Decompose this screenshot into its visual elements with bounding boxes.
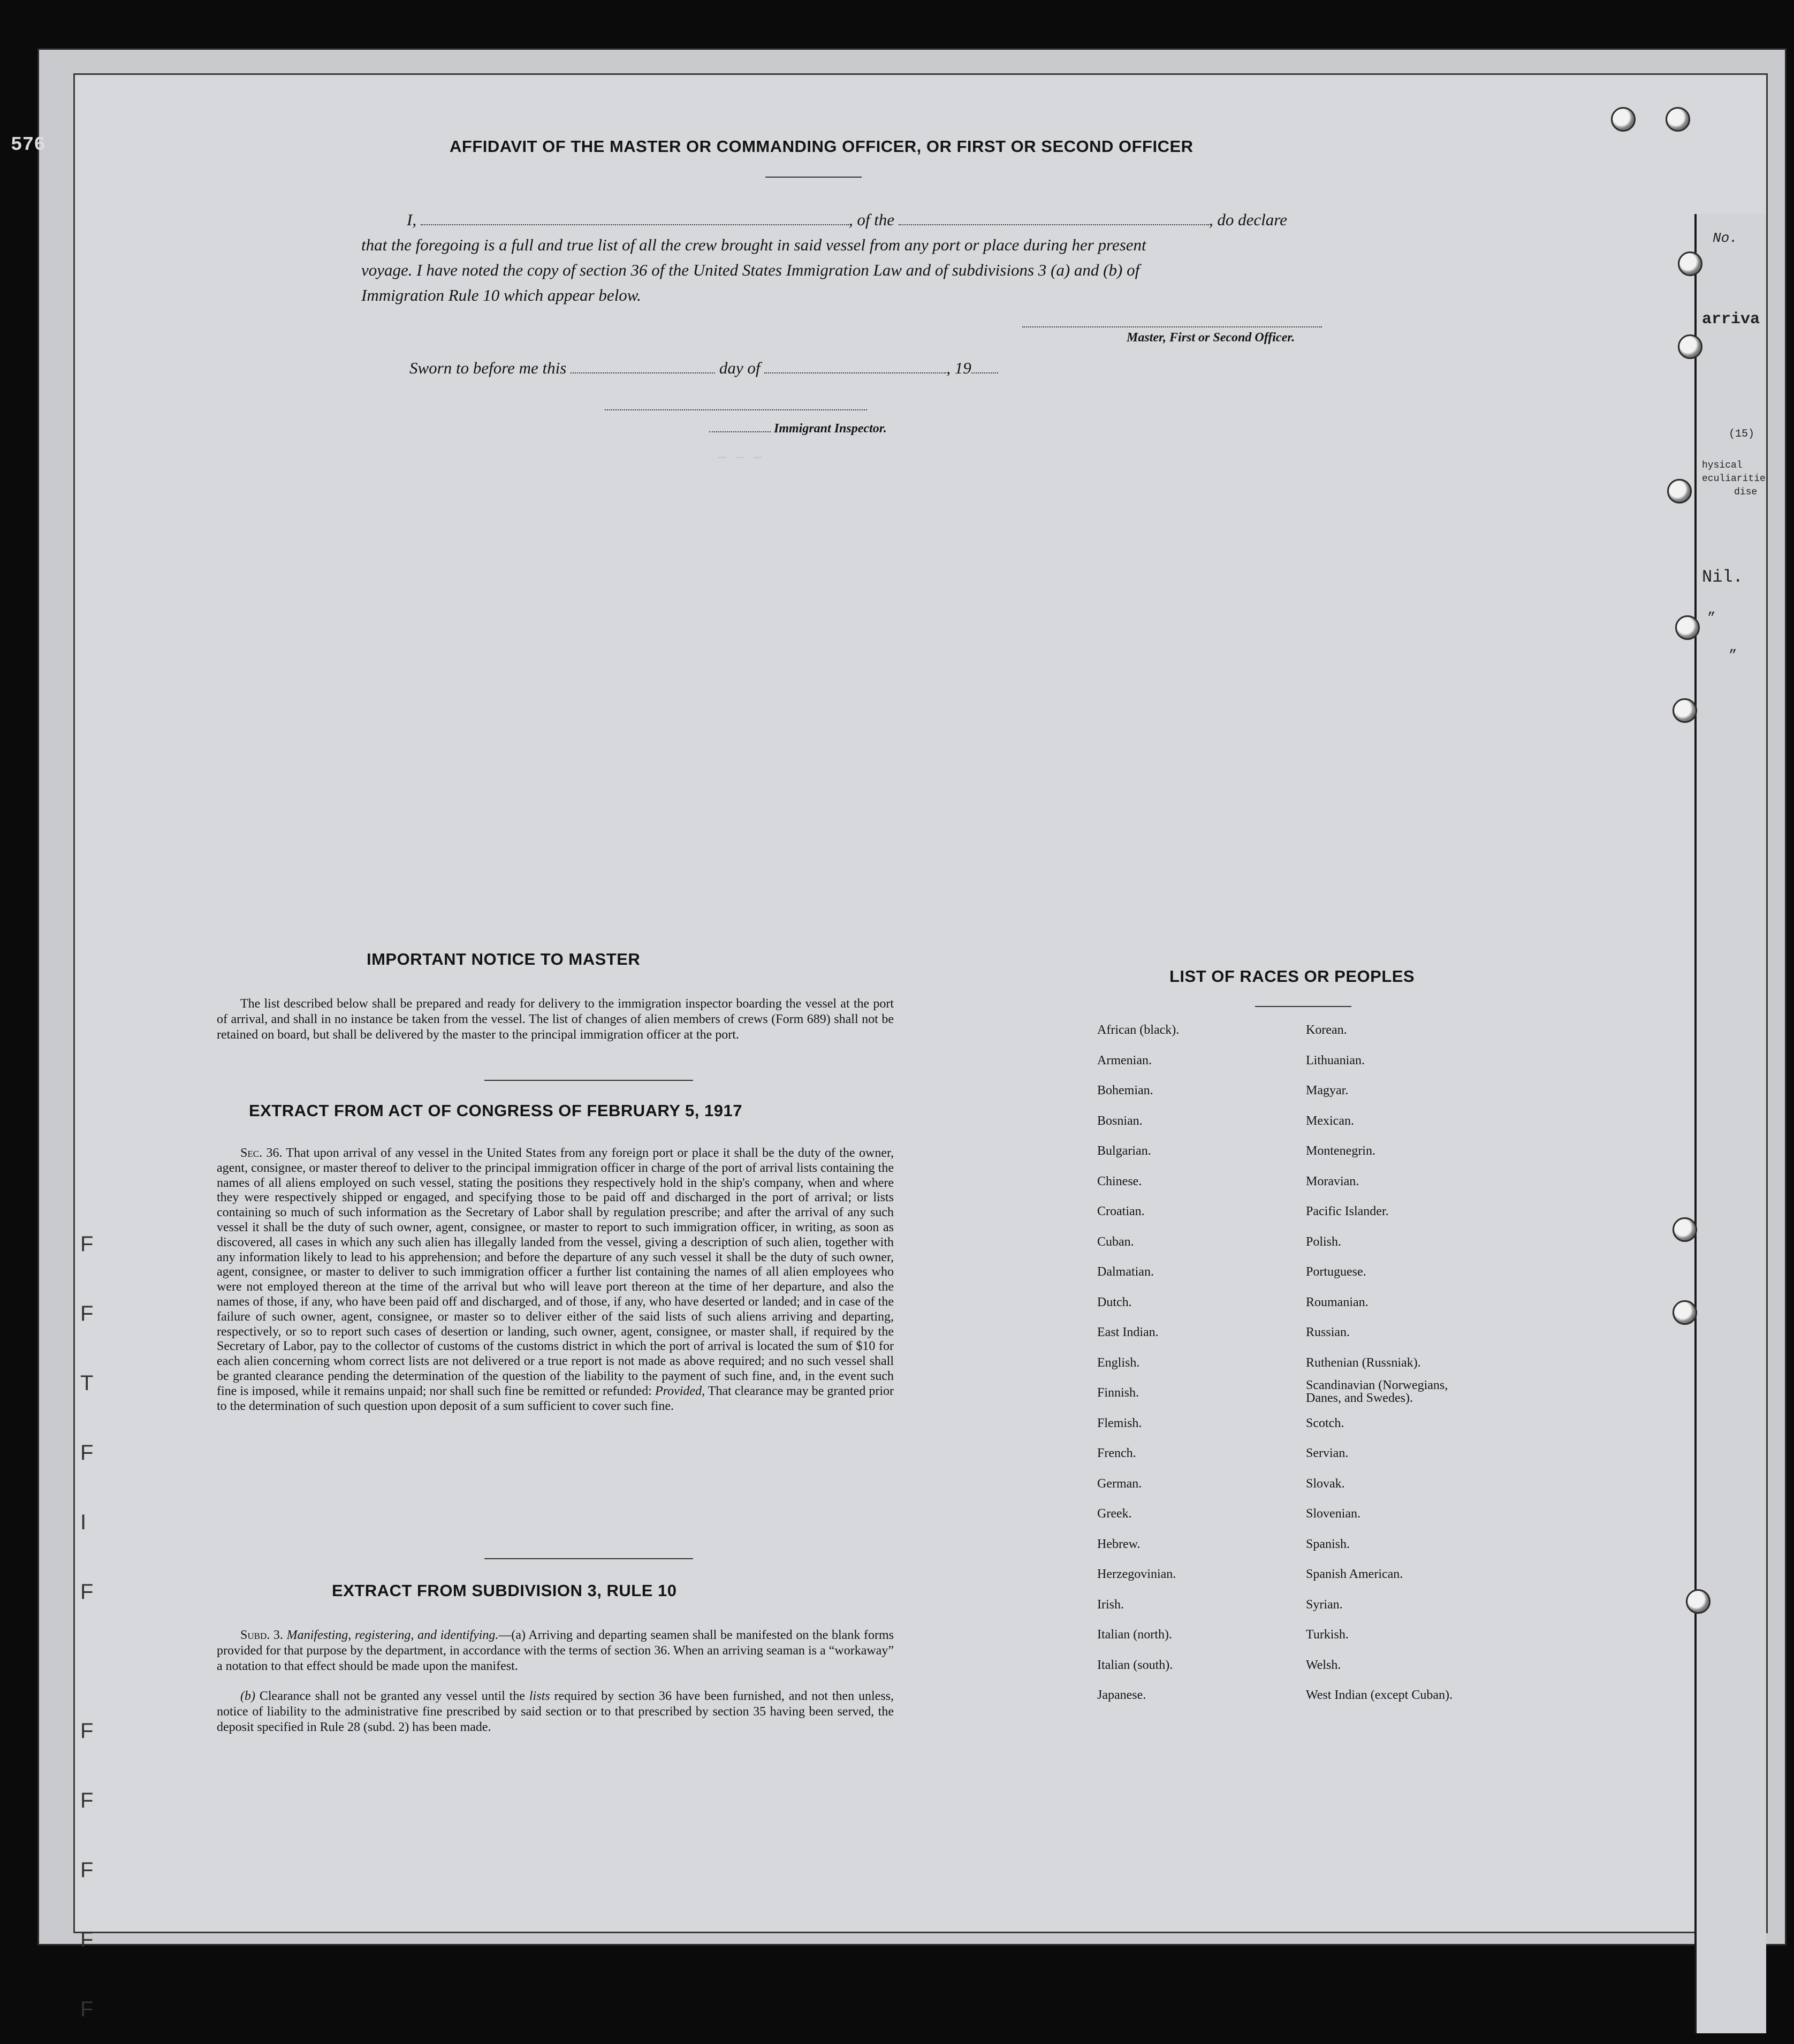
inspector-signature-line[interactable] (605, 409, 867, 410)
race-item: Servian. (1306, 1446, 1349, 1460)
vessel-name-field[interactable] (899, 213, 1209, 225)
race-item: Russian. (1306, 1325, 1350, 1339)
subd-para-a-text: —(a) Arriving and departing seamen shall be manifested on the blank forms provided for that purpose by the department, in accordance with the terms of section 36. When an arriving seaman is a “workaway” a notation to that effect should be made upon the manifest. (217, 1628, 894, 1673)
race-item: Cuban. (1097, 1234, 1134, 1249)
race-item: Magyar. (1306, 1084, 1349, 1097)
race-item: Bulgarian. (1097, 1144, 1151, 1158)
affidavit-line-4: Immigration Rule 10 which appear below. (361, 286, 641, 304)
punch-hole (1667, 479, 1692, 504)
races-left-column (1097, 1015, 1179, 1711)
document-page (75, 75, 1766, 2021)
page-number: 576 (11, 134, 45, 156)
master-signature-line[interactable] (1022, 326, 1322, 327)
margin-ditto-2: ” (1729, 647, 1737, 663)
race-item: Montenegrin. (1306, 1144, 1375, 1158)
race-item: Dutch. (1097, 1295, 1132, 1309)
margin-dis: dise (1734, 487, 1758, 498)
punch-hole (1611, 107, 1636, 132)
subd-b-pre: Clearance shall not be granted any vessel until the (259, 1689, 526, 1703)
margin-ditto-1: ” (1707, 610, 1716, 626)
subdivision-para-b (217, 1689, 894, 1735)
sworn-line (409, 359, 998, 378)
races-rule (1255, 1006, 1351, 1007)
race-item: Slovenian. (1306, 1507, 1360, 1521)
title-rule (765, 177, 862, 178)
race-item: Korean. (1306, 1023, 1347, 1037)
subdivision-heading: EXTRACT FROM SUBDIVISION 3, RULE 10 (332, 1581, 677, 1600)
bleed-through: — — — (717, 449, 763, 466)
race-item: English. (1097, 1355, 1140, 1370)
race-item: Japanese. (1097, 1688, 1146, 1702)
subd-b-label: (b) (240, 1689, 255, 1703)
affidavit-line-2: that the foregoing is a full and true list of all the crew brought in said vessel from any port or place during her present (361, 235, 1146, 254)
sworn-day-field[interactable] (571, 362, 715, 373)
race-item: East Indian. (1097, 1325, 1159, 1339)
margin-col-15: (15) (1729, 428, 1755, 440)
race-item: Scotch. (1306, 1416, 1344, 1430)
subd-label: Subd. 3. (240, 1628, 283, 1642)
race-item: Italian (north). (1097, 1628, 1172, 1642)
act-section-label: Sec. 36. (240, 1146, 283, 1160)
inspector-label-text: Immigrant Inspector. (774, 422, 887, 436)
race-item: Armenian. (1097, 1053, 1152, 1067)
act-text (217, 1146, 894, 1414)
subdivision-para-a (217, 1628, 894, 1674)
sworn-year-field[interactable] (971, 362, 998, 373)
affidavit-line-1 (407, 210, 1287, 230)
race-item: Spanish. (1306, 1537, 1350, 1551)
race-item: Portuguese. (1306, 1265, 1366, 1279)
punch-hole (1673, 698, 1697, 723)
race-item: Spanish American. (1306, 1567, 1403, 1581)
punch-hole (1666, 107, 1690, 132)
race-item: Croatian. (1097, 1204, 1145, 1218)
master-signature-label: Master, First or Second Officer. (1127, 331, 1295, 345)
of-the-text: , of the (848, 210, 895, 229)
do-declare-text: , do declare (1208, 210, 1287, 229)
act-section-body: That upon arrival of any vessel in the United States from any foreign port or place it shall be the duty of the owner, agent, consignee, or master thereof to deliver to the principal immigration officer in charge of the port of arrival lists containing the names of all aliens employed on such vessel, stating the positions they respectively hold in the ship's company, when and where they were respectively shipped or engaged, and specifying those to be paid off and discharged in the port of arrival; or lists containing so much of such information as the Secretary of Labor shall by regulation prescribe; and after the arrival of any such vessel it shall be the duty of such owner, agent, consignee, or master to report to such immigration officer, in writing, as soon as discovered, all cases in which any such alien has illegally landed from the vessel, giving a description of such alien, together with any information likely to lead to his apprehension; and before the departure of any such vessel it shall be the duty of such owner, agent, consignee, or master to deliver to such immigration officer a further list containing the names of all alien employees who were not employed thereon at the time of the arrival but who will leave port thereon at the time of her departure, and also the names of those, if any, who have been paid off and discharged, and of those, if any, who have deserted or landed; and in case of the failure of such owner, agent, consignee, or master so to deliver either of the said lists of such aliens arriving and departing, respectively, or so to report such cases of desertion or landing, such owner, agent, consignee, or master shall, if required by the Secretary of Labor, pay to the collector of customs of the customs district in which the port of arrival is located the sum of $10 for each alien concerning whom correct lists are not delivered or a true report is not made as above required; and no such vessel shall be granted clearance pending the determination of the question of the liability to the payment of such fine, and, in the event such fine is imposed, while it remains unpaid; nor shall such fine be remitted or refunded: (217, 1146, 894, 1398)
punch-hole (1673, 1217, 1697, 1242)
notice-text: The list described below shall be prepared and ready for delivery to the immigration inspector boarding the vessel at the port of arrival, and shall in no instance be taken from the vessel. The list of changes of alien members of crews (Form 689) shall not be retained on board, but shall be delivered by the master to the principal immigration officer at the port. (217, 997, 894, 1042)
race-item: Italian (south). (1097, 1658, 1173, 1672)
act-proviso-label: Provided, (655, 1384, 705, 1398)
race-item: Polish. (1306, 1234, 1342, 1249)
subd-title: Manifesting, registering, and identifying. (286, 1628, 499, 1642)
sworn-month-field[interactable] (764, 362, 946, 373)
affidavit-line-3: voyage. I have noted the copy of section 36 of the United States Immigration Law and of subdivisions 3 (a) and (b) of (361, 261, 1140, 279)
punch-hole (1673, 1300, 1697, 1325)
race-item: Syrian. (1306, 1597, 1343, 1612)
inspector-dots (709, 424, 771, 432)
act-rule (484, 1558, 693, 1559)
race-item: Mexican. (1306, 1113, 1354, 1128)
race-item: Dalmatian. (1097, 1265, 1154, 1279)
margin-physical: hysical (1702, 460, 1743, 471)
race-item: Scandinavian (Norwegians, Danes, and Swedes). (1306, 1378, 1448, 1405)
race-item: Turkish. (1306, 1628, 1349, 1642)
year-prefix: , 19 (946, 359, 971, 377)
race-item: Flemish. (1097, 1416, 1142, 1430)
margin-arrival: arriva (1702, 310, 1760, 329)
declarant-prefix: I, (407, 210, 417, 229)
subd-b-italic: lists (529, 1689, 550, 1703)
notice-heading: IMPORTANT NOTICE TO MASTER (367, 950, 641, 968)
margin-nil: Nil. (1702, 567, 1743, 587)
race-item: Hebrew. (1097, 1537, 1141, 1551)
punch-hole (1678, 251, 1702, 276)
act-heading: EXTRACT FROM ACT OF CONGRESS OF FEBRUARY 5, 1917 (249, 1101, 742, 1120)
inspector-signature-label (709, 422, 887, 436)
race-item: African (black). (1097, 1023, 1180, 1037)
right-margin-strip (1694, 214, 1766, 2033)
race-item: Ruthenian (Russniak). (1306, 1355, 1421, 1370)
race-item: Chinese. (1097, 1174, 1142, 1188)
race-item: Irish. (1097, 1597, 1124, 1612)
race-item: Welsh. (1306, 1658, 1341, 1672)
punch-hole (1675, 615, 1700, 640)
race-item: Pacific Islander. (1306, 1204, 1389, 1218)
declarant-name-field[interactable] (421, 213, 849, 225)
affidavit-title: AFFIDAVIT OF THE MASTER OR COMMANDING OFFICER, OR FIRST OR SECOND OFFICER (450, 137, 1194, 156)
day-of-text: day of (719, 359, 761, 377)
sworn-prefix: Sworn to before me this (409, 359, 567, 377)
subd-b-post: required by section 36 have been furnished, and not then unless, notice of liability to the administrative fine prescribed by said section or to that prescribed by section 35 having been served, the deposit specified in Rule 28 (subd. 2) has been made. (217, 1689, 894, 1734)
race-item: Bosnian. (1097, 1113, 1143, 1128)
act-proviso-text: That clearance may be granted prior to the determination of such question upon deposit of a sum sufficient to cover such fine. (217, 1384, 894, 1413)
race-item: Lithuanian. (1306, 1053, 1365, 1067)
race-item: Finnish. (1097, 1386, 1139, 1400)
race-item: French. (1097, 1446, 1136, 1460)
punch-hole (1678, 334, 1702, 359)
race-item: German. (1097, 1476, 1142, 1491)
race-item: Roumanian. (1306, 1295, 1369, 1309)
punch-hole (1686, 1589, 1711, 1614)
races-heading: LIST OF RACES OR PEOPLES (1169, 967, 1415, 986)
margin-no: No. (1713, 230, 1738, 246)
margin-peculiar: eculiaritie (1702, 474, 1766, 484)
race-item: West Indian (except Cuban). (1306, 1688, 1453, 1702)
left-edge-marks: F F T F I F F F F F F (80, 1232, 94, 2021)
race-item: Greek. (1097, 1507, 1132, 1521)
race-item: Bohemian. (1097, 1084, 1153, 1097)
races-right-column (1306, 1015, 1456, 1711)
race-item: Slovak. (1306, 1476, 1345, 1491)
race-item: Herzegovinian. (1097, 1567, 1176, 1581)
race-item: Moravian. (1306, 1174, 1359, 1188)
notice-rule (484, 1080, 693, 1081)
